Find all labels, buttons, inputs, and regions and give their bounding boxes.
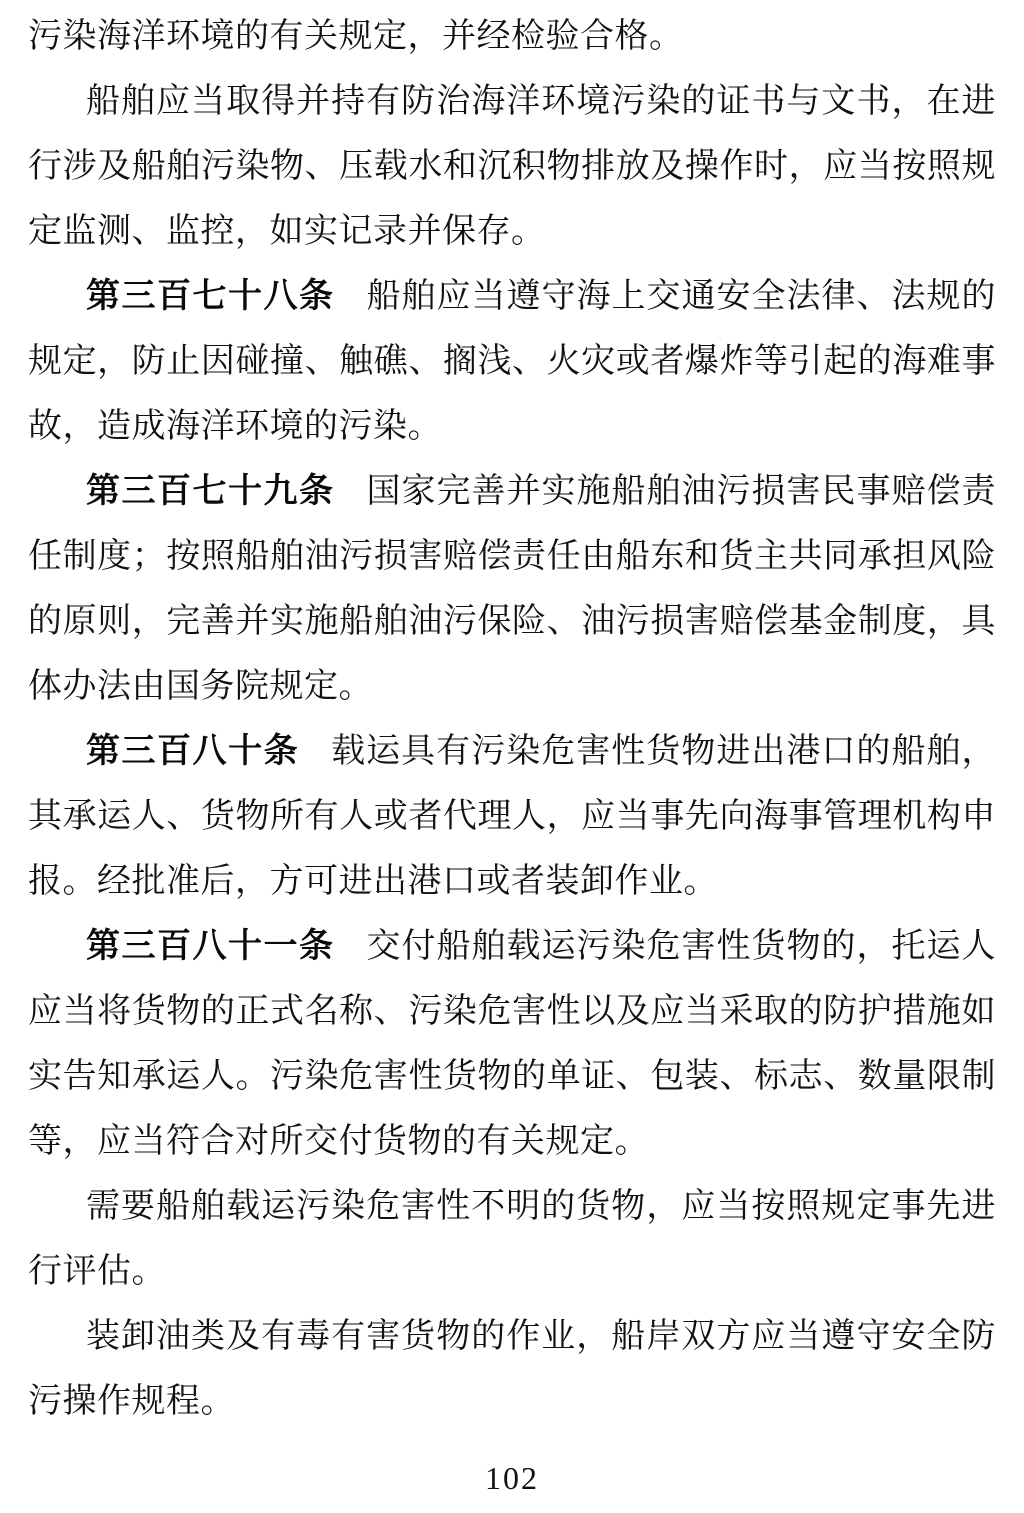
article-paragraph-380 [28, 719, 996, 914]
article-paragraph-378 [28, 264, 996, 459]
paragraph-continuation [28, 4, 996, 69]
paragraph-text: 船舶应当取得并持有防治海洋环境污染的证书与文书，在进行涉及船舶污染物、压载水和沉积物排放及操作时，应当按照规定监测、监控，如实记录并保存。 [28, 83, 996, 250]
paragraph-text: 需要船舶载运污染危害性不明的货物，应当按照规定事先进行评估。 [28, 1188, 996, 1290]
paragraph-text: 国家完善并实施船舶油污损害民事赔偿责任制度；按照船舶油污损害赔偿责任由船东和货主共同承担风险的原则，完善并实施船舶油污保险、油污损害赔偿基金制度，具体办法由国务院规定。 [28, 473, 996, 705]
paragraph-text: 污染海洋环境的有关规定，并经检验合格。 [28, 18, 684, 55]
paragraph [28, 69, 996, 264]
paragraph-text: 交付船舶载运污染危害性货物的，托运人应当将货物的正式名称、污染危害性以及应当采取的防护措施如实告知承运人。污染危害性货物的单证、包装、标志、数量限制等，应当符合对所交付货物的有关规定。 [28, 928, 996, 1160]
paragraph-text: 船舶应当遵守海上交通安全法律、法规的规定，防止因碰撞、触礁、搁浅、火灾或者爆炸等引起的海难事故，造成海洋环境的污染。 [28, 278, 996, 445]
article-number: 第三百七十八条 [86, 277, 335, 315]
paragraph-text: 载运具有污染危害性货物进出港口的船舶，其承运人、货物所有人或者代理人，应当事先向海事管理机构申报。经批准后，方可进出港口或者装卸作业。 [28, 733, 996, 900]
paragraph [28, 1174, 996, 1304]
page-number: 102 [485, 1460, 539, 1496]
article-number: 第三百八十条 [86, 732, 300, 770]
article-paragraph-381 [28, 914, 996, 1174]
article-number: 第三百八十一条 [86, 927, 335, 965]
article-number: 第三百七十九条 [86, 472, 335, 510]
article-paragraph-379 [28, 459, 996, 719]
paragraph-text: 装卸油类及有毒有害货物的作业，船岸双方应当遵守安全防污操作规程。 [28, 1318, 996, 1420]
paragraph [28, 1304, 996, 1434]
